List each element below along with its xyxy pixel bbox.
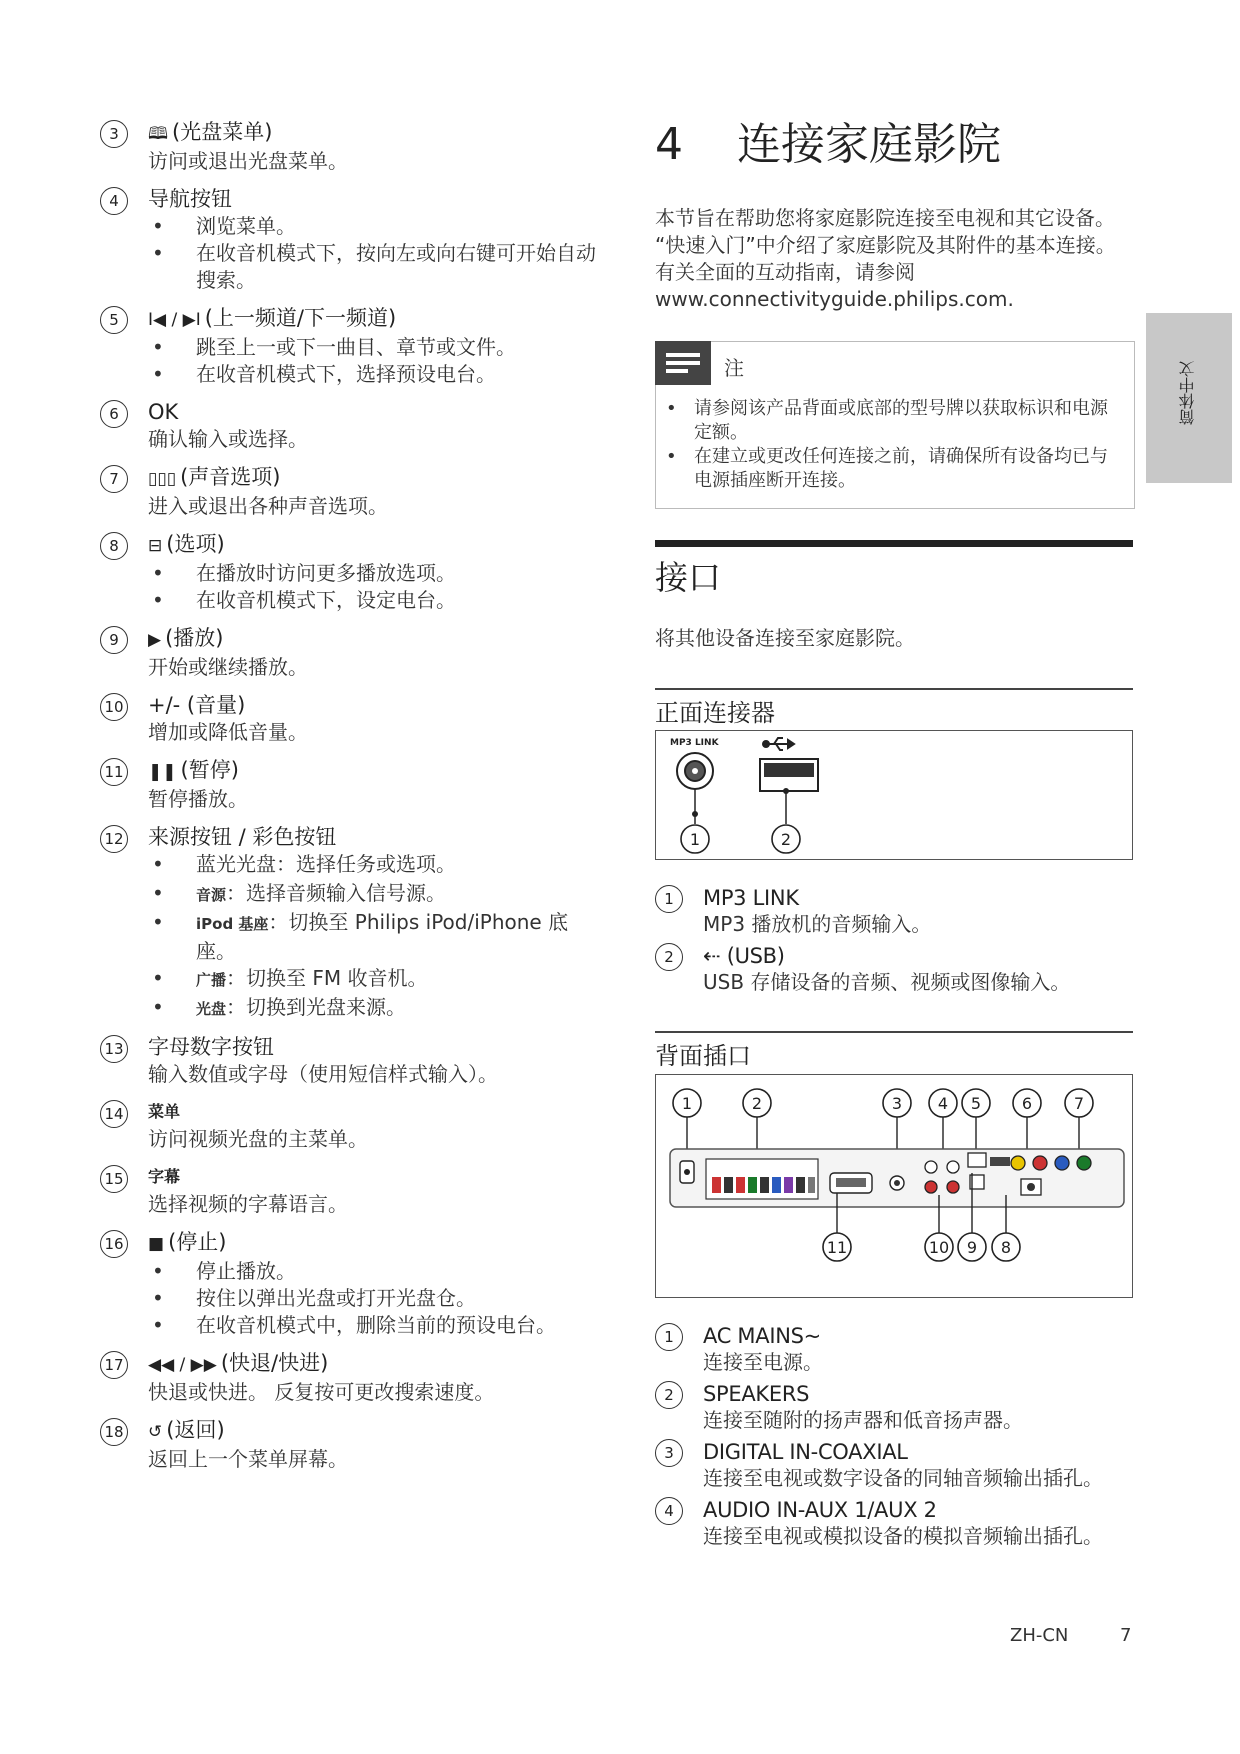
item-desc: 增加或降低音量。 — [148, 720, 308, 744]
connector-desc: 连接至电视或数字设备的同轴音频输出插孔。 — [703, 1466, 1103, 1490]
item-number: 10 — [100, 693, 128, 721]
callout-label: 6 — [1021, 1094, 1033, 1113]
bullet-list — [148, 334, 600, 388]
connector-name: AUDIO IN-AUX 1/AUX 2 — [703, 1498, 937, 1522]
bullet: • 停止播放。 — [148, 1258, 600, 1285]
bullet: • 在收音机模式中，删除当前的预设电台。 — [148, 1312, 600, 1339]
callout-label: 11 — [826, 1238, 848, 1257]
item-number: 16 — [100, 1230, 128, 1258]
bullet: • 在播放时访问更多播放选项。 — [148, 560, 600, 587]
front-connector-list — [655, 885, 1125, 1001]
item-number: 2 — [655, 943, 683, 971]
language-label: 简体中文 — [1178, 361, 1197, 425]
item-number: 11 — [100, 758, 128, 786]
chapter-heading — [655, 105, 1135, 185]
bullet: • 音源：选择音频输入信号源。 — [148, 880, 600, 909]
item-desc: 选择视频的字幕语言。 — [148, 1192, 348, 1216]
usb-icon — [763, 738, 794, 750]
item-title: 字幕 — [148, 1167, 181, 1186]
footer-language: ZH-CN — [1010, 1625, 1069, 1646]
connector-name: SPEAKERS — [703, 1382, 810, 1406]
item-desc: 进入或退出各种声音选项。 — [148, 494, 388, 518]
item-number: 15 — [100, 1165, 128, 1193]
callout-label: 1 — [681, 1094, 693, 1113]
item-title: 菜单 — [148, 1102, 181, 1121]
item-title: ■ (停止) — [148, 1230, 227, 1254]
item-number: 3 — [655, 1439, 683, 1467]
bullet: • 蓝光光盘：选择任务或选项。 — [148, 851, 600, 880]
options-icon: ⊟ — [148, 536, 163, 556]
rear-connector-list — [655, 1323, 1125, 1555]
note-icon — [655, 341, 711, 385]
front-connector-diagram — [655, 730, 1133, 860]
bullet-list — [148, 560, 600, 614]
callout-label: 10 — [928, 1238, 950, 1257]
subsection-divider — [655, 1031, 1133, 1033]
item-number: 13 — [100, 1035, 128, 1063]
item-number: 3 — [100, 120, 128, 148]
prev-next-icon: I◀ / ▶I — [148, 310, 201, 330]
item-desc: 返回上一个菜单屏幕。 — [148, 1447, 348, 1471]
sound-options-icon: ▯▯▯ — [148, 469, 177, 489]
list-item — [100, 823, 600, 1023]
bullet: • 在收音机模式下，设定电台。 — [148, 587, 600, 614]
list-item — [655, 943, 1125, 995]
pause-icon: ❚❚ — [148, 762, 177, 782]
chapter-number: 4 — [655, 119, 683, 170]
item-title: ▯▯▯ (声音选项) — [148, 465, 281, 489]
item-number: 4 — [655, 1497, 683, 1525]
bullet: • iPod 基座：切换至 Philips iPod/iPhone 底座。 — [148, 909, 600, 965]
rear-panel-drawing — [656, 1075, 1132, 1297]
item-number: 4 — [100, 187, 128, 215]
section-divider — [655, 540, 1133, 547]
section-desc: 将其他设备连接至家庭影院。 — [655, 626, 915, 650]
note-list — [664, 397, 1114, 493]
list-item — [655, 885, 1125, 937]
subsection-divider — [655, 688, 1133, 690]
callout-label: 2 — [780, 830, 792, 849]
connector-desc: USB 存储设备的音频、视频或图像输入。 — [703, 970, 1071, 994]
list-item — [100, 304, 600, 388]
bullet-list — [148, 213, 600, 294]
front-panel-drawing — [656, 731, 1132, 859]
bullet: • 浏览菜单。 — [148, 213, 600, 240]
item-number: 5 — [100, 306, 128, 334]
bullet: • 光盘：切换到光盘来源。 — [148, 994, 600, 1023]
connector-desc: 连接至电源。 — [703, 1350, 823, 1374]
connector-desc: 连接至随附的扬声器和低音扬声器。 — [703, 1408, 1023, 1432]
rear-connectors-title: 背面插口 — [655, 1042, 751, 1070]
callout-label: 3 — [891, 1094, 903, 1113]
item-number: 12 — [100, 825, 128, 853]
callout-label: 9 — [966, 1238, 978, 1257]
list-item — [100, 1163, 600, 1218]
bullet: • 在收音机模式下，按向左或向右键可开始自动搜索。 — [148, 240, 600, 294]
item-title: 导航按钮 — [148, 187, 232, 211]
item-number: 7 — [100, 465, 128, 493]
item-title: I◀ / ▶I (上一频道/下一频道) — [148, 306, 397, 330]
connector-name: AC MAINS~ — [703, 1324, 821, 1348]
list-item — [100, 1033, 600, 1088]
rewind-forward-icon: ◀◀ / ▶▶ — [148, 1355, 217, 1375]
list-item — [100, 1416, 600, 1473]
play-icon: ▶ — [148, 630, 162, 650]
item-title: ⊟ (选项) — [148, 532, 225, 556]
connector-name: MP3 LINK — [703, 886, 799, 910]
item-desc: 访问视频光盘的主菜单。 — [148, 1127, 368, 1151]
rear-connector-diagram — [655, 1074, 1133, 1298]
list-item — [655, 1381, 1125, 1433]
bullet-list — [148, 1258, 600, 1339]
language-tab — [1146, 313, 1232, 483]
item-title: ▶ (播放) — [148, 626, 224, 650]
list-item — [100, 1228, 600, 1339]
item-desc: 暂停播放。 — [148, 787, 248, 811]
bullet: • 在收音机模式下，选择预设电台。 — [148, 361, 600, 388]
list-item — [100, 530, 600, 614]
item-title: +/- (音量) — [148, 693, 246, 717]
callout-label: 8 — [1000, 1238, 1012, 1257]
item-title: 🕮 (光盘菜单) — [148, 120, 273, 144]
lan-port-icon — [968, 1153, 986, 1167]
stop-icon: ■ — [148, 1234, 165, 1254]
hdmi-port-icon — [990, 1157, 1010, 1166]
intro-paragraph: 本节旨在帮助您将家庭影院连接至电视和其它设备。 “快速入门”中介绍了家庭影院及其附件的基本连接。 有关全面的互动指南，请参阅 www.connectivityguide.philips.com. — [655, 206, 1116, 311]
item-desc: 开始或继续播放。 — [148, 655, 308, 679]
list-item — [100, 185, 600, 294]
bullet: • 按住以弹出光盘或打开光盘仓。 — [148, 1285, 600, 1312]
remote-buttons-list — [100, 118, 600, 1483]
callout-label: 5 — [970, 1094, 982, 1113]
connector-name: ⇠ (USB) — [703, 944, 785, 968]
item-number: 1 — [655, 1323, 683, 1351]
list-item — [655, 1439, 1125, 1491]
back-icon: ↺ — [148, 1422, 163, 1442]
item-number: 14 — [100, 1100, 128, 1128]
page-number: 7 — [1120, 1625, 1132, 1646]
note-box — [655, 341, 1135, 509]
list-item — [100, 118, 600, 175]
item-number: 17 — [100, 1351, 128, 1379]
item-desc: 访问或退出光盘菜单。 — [148, 149, 348, 173]
chapter-title: 连接家庭影院 — [737, 119, 1001, 170]
callout-label: 1 — [689, 830, 701, 849]
list-item — [655, 1323, 1125, 1375]
item-number: 1 — [655, 885, 683, 913]
item-desc: 输入数值或字母（使用短信样式输入）。 — [148, 1062, 498, 1086]
item-number: 8 — [100, 532, 128, 560]
item-title: ❚❚ (暂停) — [148, 758, 239, 782]
bullet-list — [148, 851, 600, 1023]
list-item — [100, 624, 600, 681]
connector-desc: 连接至电视或模拟设备的模拟音频输出插孔。 — [703, 1524, 1103, 1548]
note-label: 注 — [724, 356, 744, 380]
disc-menu-icon: 🕮 — [148, 124, 169, 144]
item-desc: 确认输入或选择。 — [148, 427, 308, 451]
bullet: • 跳至上一或下一曲目、章节或文件。 — [148, 334, 600, 361]
item-title: ◀◀ / ▶▶ (快退/快进) — [148, 1351, 329, 1375]
list-item — [100, 398, 600, 453]
section-title: 接口 — [655, 558, 721, 597]
callout-label: 2 — [751, 1094, 763, 1113]
front-connectors-title: 正面连接器 — [655, 699, 775, 727]
connector-desc: MP3 播放机的音频输入。 — [703, 912, 932, 936]
list-item — [655, 1497, 1125, 1549]
item-number: 6 — [100, 400, 128, 428]
connector-name: DIGITAL IN-COAXIAL — [703, 1440, 908, 1464]
item-number: 2 — [655, 1381, 683, 1409]
item-number: 18 — [100, 1418, 128, 1446]
note-item: • 请参阅该产品背面或底部的型号牌以获取标识和电源定额。 — [664, 397, 1114, 445]
list-item — [100, 1349, 600, 1406]
mp3-link-label: MP3 LINK — [670, 738, 719, 748]
speaker-terminals-icon — [712, 1177, 815, 1193]
list-item — [100, 756, 600, 813]
connection-section — [655, 105, 1135, 509]
note-item: • 在建立或更改任何连接之前，请确保所有设备均已与电源插座断开连接。 — [664, 445, 1114, 493]
item-title: 字母数字按钮 — [148, 1035, 274, 1059]
item-desc: 快退或快进。 反复按可更改搜索速度。 — [148, 1380, 495, 1404]
list-item — [100, 1098, 600, 1153]
callout-label: 4 — [937, 1094, 949, 1113]
usb-icon: ⇠ — [703, 944, 721, 968]
callout-label: 7 — [1073, 1094, 1085, 1113]
item-number: 9 — [100, 626, 128, 654]
item-title: 来源按钮 / 彩色按钮 — [148, 825, 337, 849]
item-title: OK — [148, 400, 179, 424]
bullet: • 广播：切换至 FM 收音机。 — [148, 965, 600, 994]
item-title: ↺ (返回) — [148, 1418, 225, 1442]
list-item — [100, 691, 600, 746]
list-item — [100, 463, 600, 520]
